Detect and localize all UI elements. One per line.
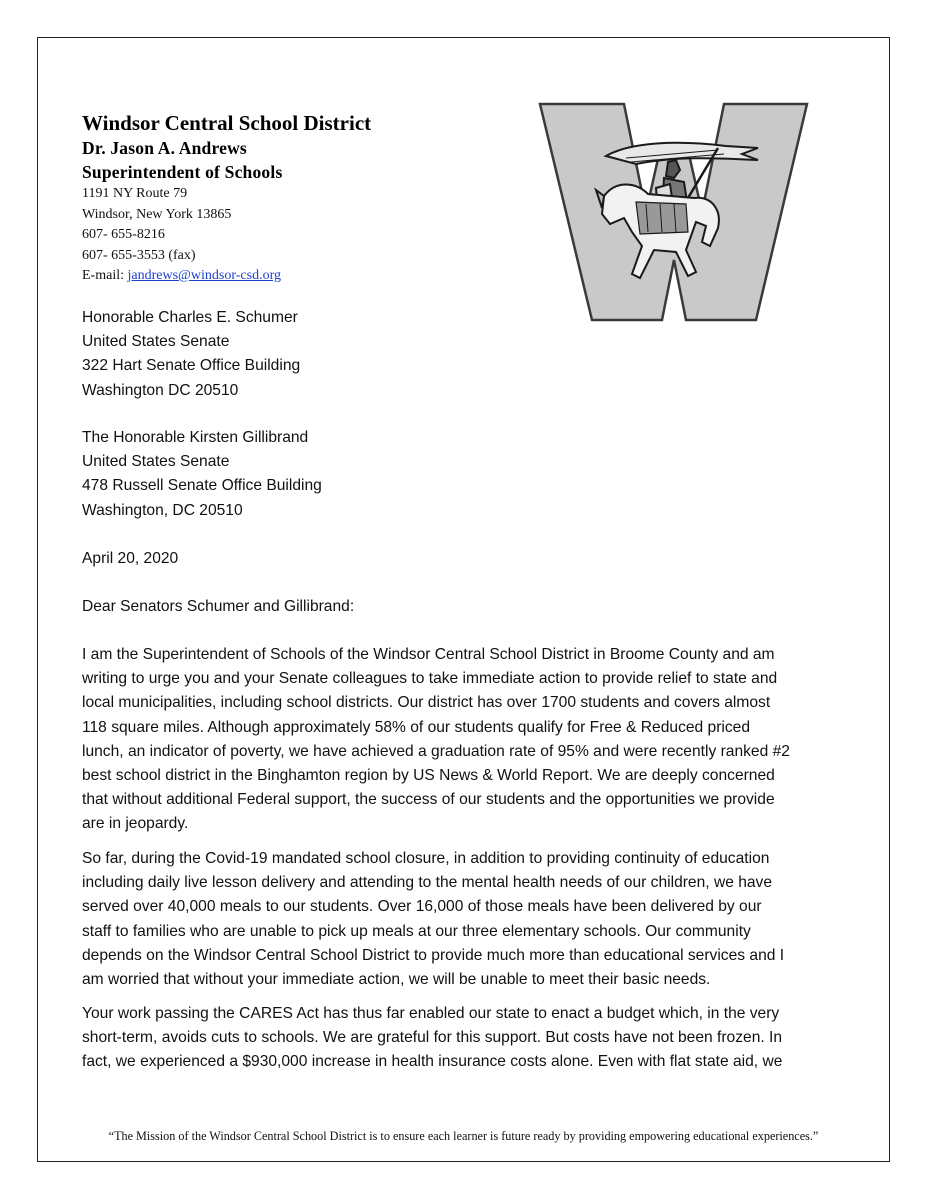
letterhead (82, 110, 371, 287)
text-line: that without additional Federal support, the success of our students and the opportunities we provide (82, 791, 775, 809)
text-line: best school district in the Binghamton region by US News & World Report. We are deeply concerned (82, 767, 775, 785)
text-line: writing to urge you and your Senate colleagues to take immediate action to provide relief to state and (82, 670, 778, 688)
recipient-line: 322 Hart Senate Office Building (82, 357, 301, 375)
recipient-line: 478 Russell Senate Office Building (82, 477, 322, 495)
text-line: Your work passing the CARES Act has thus far enabled our state to enact a budget which, in the very (82, 1005, 780, 1022)
recipient-schumer (82, 306, 300, 403)
windsor-w-logo (536, 100, 811, 325)
text-line: local municipalities, including school districts. Our district has over 1700 students and covers almost (82, 694, 771, 712)
district-name: Windsor Central School District (82, 111, 372, 135)
text-line: am worried that without your immediate action, we will be unable to meet their basic needs. (82, 971, 711, 989)
text-line: So far, during the Covid-19 mandated school closure, in addition to providing continuity of education (82, 850, 770, 867)
text-line: staff to families who are unable to pick up meals at our three elementary schools. Our community (82, 922, 751, 940)
salutation: Dear Senators Schumer and Gillibrand: (82, 598, 355, 615)
recipient-line: Washington DC 20510 (82, 381, 239, 399)
recipient-line: Honorable Charles E. Schumer (82, 309, 298, 326)
paragraph-1 (82, 643, 862, 837)
email-link[interactable]: jandrews@windsor-csd.org (127, 268, 281, 283)
fax-number: 607- 655-3553 (fax) (82, 247, 196, 263)
text-line: including daily live lesson delivery and attending to the mental health needs of our children, we have (82, 874, 773, 892)
email-line (82, 266, 371, 287)
text-line: I am the Superintendent of Schools of the Windsor Central School District in Broome County and am (82, 646, 775, 663)
text-line: are in jeopardy. (82, 815, 189, 833)
paragraph-2 (82, 847, 862, 992)
recipient-gillibrand (82, 426, 322, 523)
mission-statement-footer: “The Mission of the Windsor Central School District is to ensure each learner is future ready by providing empowering educational experiences.” (108, 1129, 819, 1143)
address-line-2: Windsor, New York 13865 (82, 206, 232, 222)
superintendent-title: Superintendent of Schools (82, 162, 283, 182)
text-line: lunch, an indicator of poverty, we have achieved a graduation rate of 95% and were recently ranked #2 (82, 742, 790, 760)
email-label: E-mail: (82, 268, 128, 283)
text-line: 118 square miles. Although approximately 58% of our students qualify for Free & Reduced priced (82, 718, 751, 736)
text-line: served over 40,000 meals to our students. Over 16,000 of those meals have been delivered by our (82, 898, 762, 916)
phone-number: 607- 655-8216 (82, 227, 165, 242)
letter-date: April 20, 2020 (82, 550, 179, 567)
text-line: fact, we experienced a $930,000 increase in health insurance costs alone. Even with flat state aid, we (82, 1053, 783, 1071)
recipient-line: The Honorable Kirsten Gillibrand (82, 429, 309, 446)
text-line: short-term, avoids cuts to schools. We are grateful for this support. But costs have not been frozen. In (82, 1029, 783, 1047)
paragraph-3 (82, 1002, 862, 1075)
address-line-1: 1191 NY Route 79 (82, 186, 188, 201)
recipient-line: Washington, DC 20510 (82, 501, 243, 519)
recipient-line: United States Senate (82, 453, 230, 471)
text-line: depends on the Windsor Central School District to provide much more than educational services and I (82, 946, 785, 964)
superintendent-name: Dr. Jason A. Andrews (82, 138, 247, 158)
recipient-line: United States Senate (82, 333, 230, 351)
